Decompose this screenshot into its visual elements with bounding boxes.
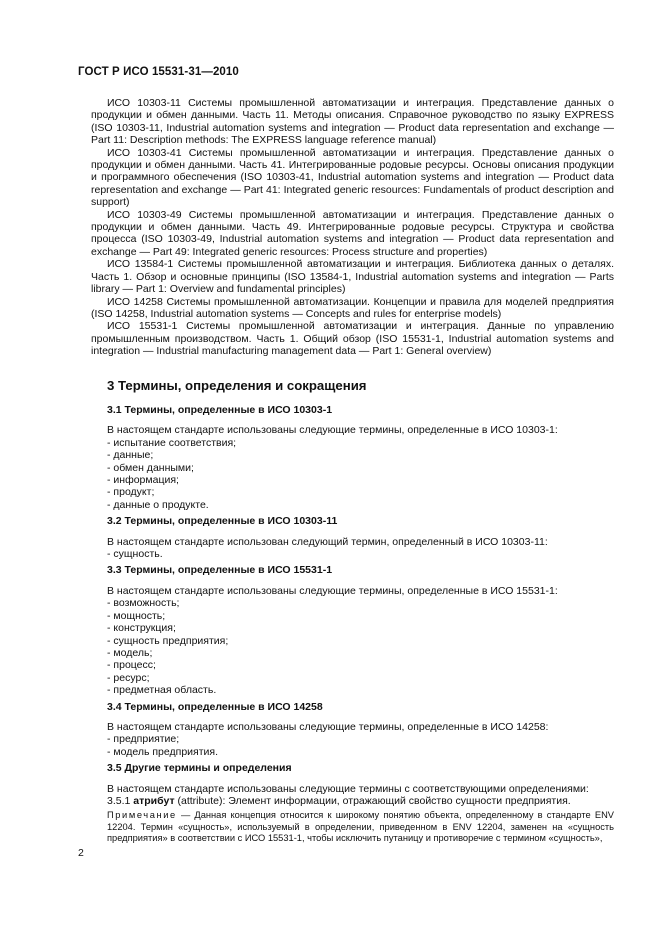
list-item: - данные; [107,449,154,462]
page-number: 2 [78,847,84,859]
section-3-title: 3 Термины, определения и сокращения [107,378,367,393]
list-item: - возможность; [107,597,180,610]
subsection-3-2-intro: В настоящем стандарте использован следующий термин, определенный в ИСО 10303-11: [107,535,548,548]
reference-item: ИСО 10303-49 Системы промышленной автоматизации и интеграция. Представление данных о продукции и обмен данными. Часть 49. Интегрированные родовые ресурсы. Структура и свойства процесса (ISO 10303-49, Industrial automation systems and integration — Product data representation and exchange — Part 49: Integrated generic resources: Process structure and properties) [91,208,614,258]
note-label: Примечание [107,810,177,821]
note-paragraph [107,810,614,844]
definition-text: (attribute): Элемент информации, отражающий свойство сущности предприятия. [174,794,571,807]
reference-item: ИСО 13584-1 Системы промышленной автоматизации и интеграция. Библиотека данных о деталях. Часть 1. Обзор и основные принципы (ISO 13584-1, Industrial automation systems and integration — Parts library — Part 1: Overview and fundamental principles) [91,258,614,296]
note-text: — Данная концепция относится к широкому понятию объекта, определенному в стандарте ENV 12204. Термин «сущность», используемый в определении, приведенном в ENV 12204, заменен на «сущность предприятия» в соответствии с ИСО 15531-1, чтобы исключить путаницу и противоречие с термином «сущность», [107,810,614,843]
reference-item: ИСО 10303-41 Системы промышленной автоматизации и интеграция. Представление данных о продукции и обмен данными. Часть 41. Интегрированные родовые ресурсы. Основы описания продукции и программного обеспечения (ISO 10303-41, Industrial automation systems and integration — Product data representation and exchange — Part 41: Integrated generic resources: Fundamentals of product description and support) [91,146,614,209]
page-header: ГОСТ Р ИСО 15531-31—2010 [78,66,239,78]
list-item: - информация; [107,474,179,487]
list-item: - предметная область. [107,684,217,697]
list-item: - процесс; [107,659,156,672]
list-item: - предприятие; [107,733,180,746]
reference-item: ИСО 15531-1 Системы промышленной автоматизации и интеграция. Данные по управлению промышленным производством. Часть 1. Общий обзор (ISO 15531-1, Industrial automation systems and integration — Industrial manufacturing management data — Part 1: General overview) [91,320,614,358]
term-list-3-2 [107,548,614,560]
subsection-3-3-heading: 3.3 Термины, определенные в ИСО 15531-1 [107,564,333,577]
reference-item: ИСО 14258 Системы промышленной автоматизации. Концепции и правила для моделей предприятия (ISO 14258, Industrial automation systems — Concepts and rules for enterprise models) [91,295,614,320]
term-list-3-4 [107,733,614,758]
term-list-3-1 [107,437,614,511]
subsection-3-4-intro: В настоящем стандарте использованы следующие термины, определенные в ИСО 14258: [107,720,549,733]
subsection-3-5-intro: В настоящем стандарте использованы следующие термины с соответствующими определениями: [107,782,589,795]
subsection-3-3-intro: В настоящем стандарте использованы следующие термины, определенные в ИСО 15531-1: [107,584,558,597]
definition-term: атрибут [133,794,175,807]
normative-references [91,97,614,358]
definition-number: 3.5.1 [107,794,131,807]
list-item: - данные о продукте. [107,498,209,511]
subsection-3-1-intro: В настоящем стандарте использованы следующие термины, определенные в ИСО 10303-1: [107,424,558,437]
list-item: - продукт; [107,486,155,499]
reference-item: ИСО 10303-11 Системы промышленной автоматизации и интеграция. Представление данных о продукции и обмен данными. Часть 11. Методы описания. Справочное руководство по языку EXPRESS (ISO 10303-11, Industrial automation systems and integration — Product data representation and exchange — Part 11: Description methods: The EXPRESS language reference manual) [91,97,614,147]
list-item: - сущность. [107,548,163,561]
subsection-3-2-heading: 3.2 Термины, определенные в ИСО 10303-11 [107,515,338,528]
section-3-body [107,404,614,844]
list-item: - модель предприятия. [107,745,218,758]
subsection-3-5-heading: 3.5 Другие термины и определения [107,762,292,775]
list-item: - ресурс; [107,671,150,684]
list-item: - обмен данными; [107,461,194,474]
list-item: - модель; [107,646,153,659]
list-item: - конструкция; [107,622,176,635]
subsection-3-4-heading: 3.4 Термины, определенные в ИСО 14258 [107,700,323,713]
definition-attribute [107,795,614,807]
list-item: - испытание соответствия; [107,436,237,449]
term-list-3-3 [107,597,614,696]
subsection-3-1-heading: 3.1 Термины, определенные в ИСО 10303-1 [107,404,333,416]
list-item: - мощность; [107,609,166,622]
list-item: - сущность предприятия; [107,634,229,647]
